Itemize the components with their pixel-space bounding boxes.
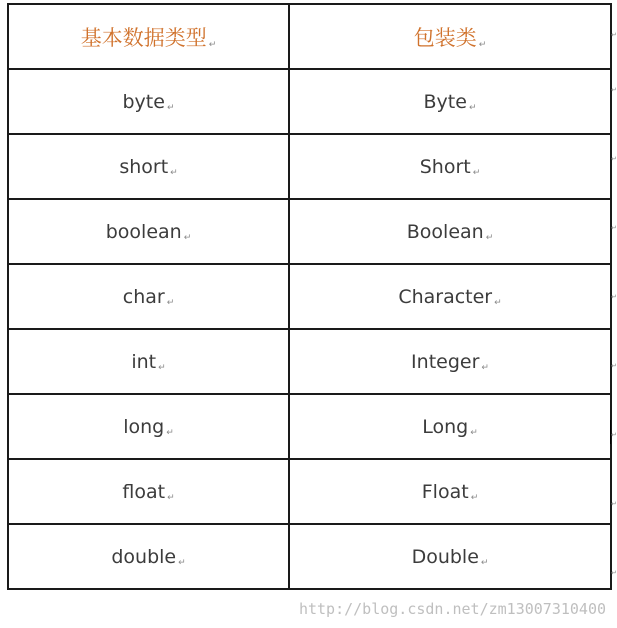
table-header-row (8, 4, 611, 69)
row-end-mark-icon: ↵ (611, 155, 617, 163)
header-label: 基本数据类型 (80, 25, 207, 50)
paragraph-mark-icon: ↵ (170, 167, 178, 178)
paragraph-mark-icon: ↵ (166, 297, 175, 308)
table-cell-wrapper[interactable] (289, 459, 611, 524)
cell-text: Float (421, 480, 469, 503)
table-row (8, 329, 611, 394)
table-row (8, 134, 611, 199)
row-end-mark-icon: ↵ (611, 293, 617, 301)
paragraph-mark-icon: ↵ (468, 102, 477, 113)
cell-text: Long (422, 415, 469, 438)
table-cell-wrapper[interactable] (289, 134, 611, 199)
paragraph-mark-icon: ↵ (470, 492, 479, 503)
paragraph-mark-icon: ↵ (481, 362, 489, 373)
paragraph-mark-icon: ↵ (472, 167, 481, 178)
data-type-table (7, 3, 612, 590)
cell-text: float (122, 480, 166, 503)
cell-text: Short (419, 155, 471, 178)
table-row (8, 199, 611, 264)
row-end-mark-icon: ↵ (611, 224, 617, 232)
header-cell-primitive-type[interactable] (8, 4, 289, 69)
cell-text: Byte (423, 90, 467, 113)
row-end-mark-icon: ↵ (611, 362, 617, 370)
paragraph-mark-icon: ↵ (167, 492, 175, 503)
paragraph-mark-icon: ↵ (478, 39, 487, 50)
paragraph-mark-icon: ↵ (158, 362, 166, 373)
table-cell-wrapper[interactable] (289, 264, 611, 329)
cell-text: double (111, 545, 177, 568)
paragraph-mark-icon: ↵ (178, 557, 186, 568)
table-cell-primitive[interactable] (8, 134, 289, 199)
paragraph-mark-icon: ↵ (183, 232, 192, 243)
paragraph-mark-icon: ↵ (494, 297, 502, 308)
table-row (8, 264, 611, 329)
cell-text: short (119, 155, 169, 178)
table-cell-primitive[interactable] (8, 459, 289, 524)
header-label: 包装类 (413, 25, 477, 50)
table-cell-wrapper[interactable] (289, 394, 611, 459)
cell-text: char (122, 285, 165, 308)
watermark: http://blog.csdn.net/zm13007310400 (298, 600, 606, 618)
table-cell-wrapper[interactable] (289, 329, 611, 394)
paragraph-mark-icon: ↵ (470, 427, 478, 438)
table-row (8, 394, 611, 459)
cell-text: Boolean (406, 220, 484, 243)
cell-text: byte (122, 90, 165, 113)
cell-text: Character (398, 285, 493, 308)
row-end-mark-icon: ↵ (611, 569, 617, 577)
row-end-marks (611, 0, 616, 628)
paragraph-mark-icon: ↵ (208, 39, 217, 50)
table-cell-primitive[interactable] (8, 264, 289, 329)
table-cell-wrapper[interactable] (289, 69, 611, 134)
table-row (8, 524, 611, 589)
table-cell-wrapper[interactable] (289, 199, 611, 264)
table-row (8, 69, 611, 134)
table-row (8, 459, 611, 524)
text-cursor (610, 420, 611, 444)
cell-text: long (123, 415, 165, 438)
table-cell-primitive[interactable] (8, 69, 289, 134)
header-cell-wrapper-class[interactable] (289, 4, 611, 69)
table-cell-primitive[interactable] (8, 199, 289, 264)
row-end-mark-icon: ↵ (611, 431, 617, 439)
table-cell-wrapper[interactable] (289, 524, 611, 589)
cell-text: int (131, 350, 157, 373)
paragraph-mark-icon: ↵ (166, 102, 175, 113)
paragraph-mark-icon: ↵ (480, 557, 489, 568)
row-end-mark-icon: ↵ (611, 31, 617, 39)
row-end-mark-icon: ↵ (611, 500, 617, 508)
table-cell-primitive[interactable] (8, 524, 289, 589)
table-cell-primitive[interactable] (8, 329, 289, 394)
cell-text: boolean (105, 220, 182, 243)
row-end-mark-icon: ↵ (611, 86, 617, 94)
table-cell-primitive[interactable] (8, 394, 289, 459)
paragraph-mark-icon: ↵ (166, 427, 174, 438)
cell-text: Integer (411, 350, 480, 373)
cell-text: Double (411, 545, 479, 568)
paragraph-mark-icon: ↵ (485, 232, 494, 243)
